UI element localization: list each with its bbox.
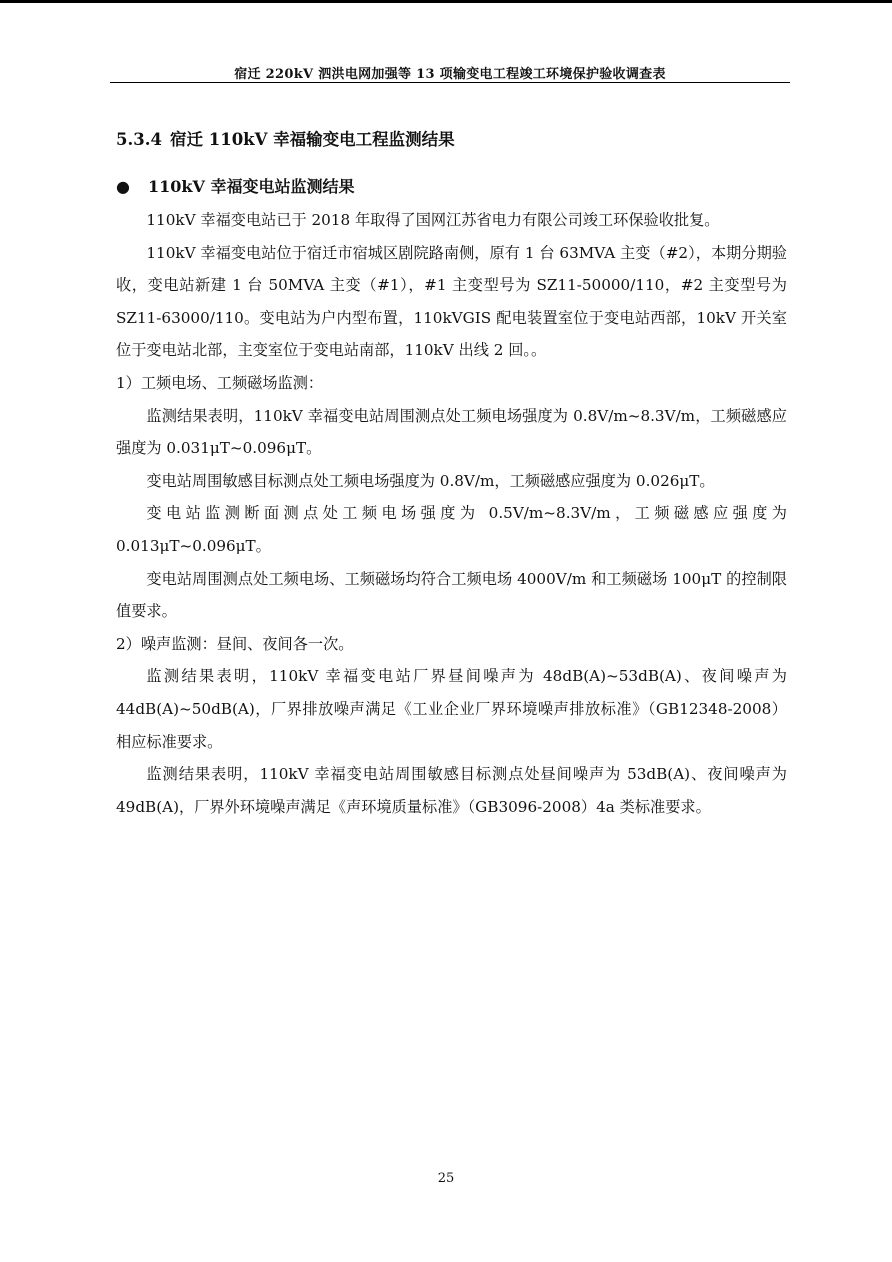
header-divider: [110, 82, 790, 83]
paragraph-section-field: 变电站监测断面测点处工频电场强度为 0.5V/m~8.3V/m，工频磁感应强度为 0.013μT~0.096μT。: [116, 504, 787, 555]
section-heading: [116, 126, 455, 150]
subsection-title: 110kV 幸福变电站监测结果: [148, 177, 355, 196]
page-top-border: [0, 0, 892, 3]
bullet-icon: ●: [116, 177, 130, 196]
list-heading-field-monitoring: 1）工频电场、工频磁场监测：: [116, 373, 324, 392]
paragraph-sensitive-target-field: 变电站周围敏感目标测点处工频电场强度为 0.8V/m，工频磁感应强度为 0.026μT。: [146, 471, 715, 490]
paragraph-station-description: 110kV 幸福变电站位于宿迁市宿城区剧院路南侧，原有 1 台 63MVA 主变（#2），本期分期验收，变电站新建 1 台 50MVA 主变（#1），#1 主变型号为 SZ11-50000/110，#2 主变型号为 SZ11-63000/110。变电站为户内型布置，110kVGIS 配电装置室位于变电站西部，10kV 开关室位于变电站北部，主变室位于变电站南部，110kV 出线 2 回。。: [116, 243, 787, 360]
paragraph-boundary-noise: 监测结果表明，110kV 幸福变电站厂界昼间噪声为 48dB(A)~53dB(A)、夜间噪声为 44dB(A)~50dB(A)，厂界排放噪声满足《工业企业厂界环境噪声排放标准》（GB12348-2008）相应标准要求。: [116, 667, 787, 751]
paragraph-approval: 110kV 幸福变电站已于 2018 年取得了国网江苏省电力有限公司竣工环保验收批复。: [146, 211, 720, 229]
section-title: 宿迁 110kV 幸福输变电工程监测结果: [170, 130, 455, 149]
paragraph-field-compliance: 变电站周围测点处工频电场、工频磁场均符合工频电场 4000V/m 和工频磁场 100μT 的控制限值要求。: [116, 569, 787, 621]
page-number: 25: [437, 1171, 455, 1186]
document-header-title: 宿迁 220kV 泗洪电网加强等 13 项输变电工程竣工环境保护验收调查表: [234, 67, 666, 82]
paragraph-field-results: 监测结果表明，110kV 幸福变电站周围测点处工频电场强度为 0.8V/m~8.3V/m，工频磁感应强度为 0.031μT~0.096μT。: [116, 406, 787, 458]
section-number: 5.3.4: [116, 130, 162, 149]
subsection-heading: [116, 174, 354, 197]
paragraph-sensitive-target-noise: 监测结果表明，110kV 幸福变电站周围敏感目标测点处昼间噪声为 53dB(A)、夜间噪声为 49dB(A)，厂界外环境噪声满足《声环境质量标准》（GB3096-2008）4a 类标准要求。: [116, 765, 787, 816]
list-heading-noise-monitoring: 2）噪声监测：昼间、夜间各一次。: [116, 634, 354, 653]
body-text: [116, 204, 787, 823]
